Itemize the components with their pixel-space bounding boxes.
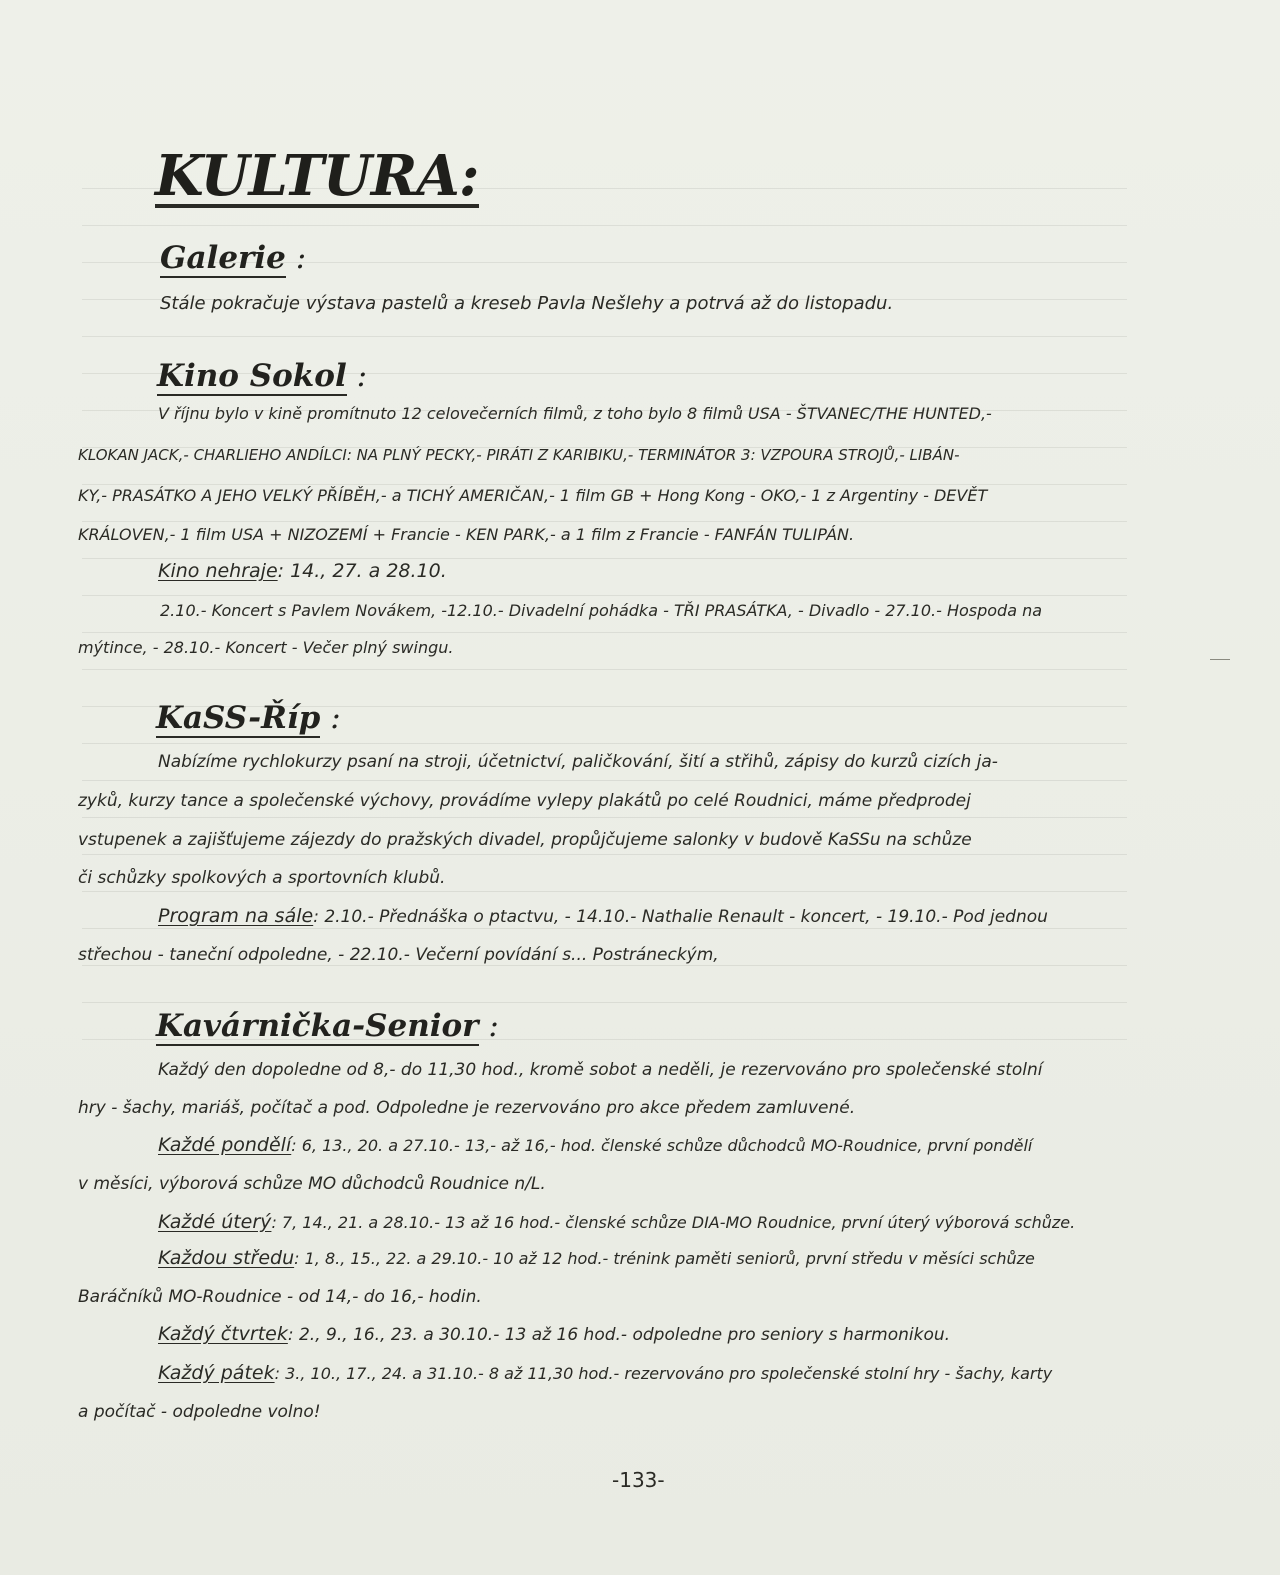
schedule-tuesday-label: Každé úterý [158,1211,272,1233]
kass-program [158,905,1048,927]
heading-kino: Kino Sokol : [157,358,368,394]
kass-program-line-2: střechou - taneční odpoledne, - 22.10.- Večerní povídání s... Postráneckým, [78,945,719,965]
kass-program-line-1: : 2.10.- Přednáška o ptactvu, - 14.10.- Nathalie Renault - koncert, - 19.10.- Pod jednou [313,907,1048,927]
heading-kino-text: Kino Sokol [157,358,347,394]
page-title: KULTURA: [155,143,479,209]
schedule-tuesday [158,1211,1075,1233]
schedule-friday-cont: a počítač - odpoledne volno! [78,1402,321,1422]
schedule-monday-cont: v měsíci, výborová schůze MO důchodců Roudnice n/L. [78,1174,546,1194]
schedule-wednesday [158,1247,1035,1269]
schedule-friday-label: Každý pátek [158,1362,275,1384]
galerie-text: Stále pokračuje výstava pastelů a kreseb Pavla Nešlehy a potrvá až do listopadu. [160,293,894,314]
kass-line-4: či schůzky spolkových a sportovních klubů. [78,868,446,888]
heading-galerie: Galerie : [160,240,307,276]
kavarnicka-line-2: hry - šachy, mariáš, počítač a pod. Odpoledne je rezervováno pro akce předem zamluvené. [78,1098,856,1118]
kino-line-2: KLOKAN JACK,- CHARLIEHO ANDÍLCI: NA PLNÝ PECKY,- PIRÁTI Z KARIBIKU,- TERMINÁTOR 3: VZPOURA STROJŮ,- LIBÁN- [78,446,960,464]
schedule-thursday-text: : 2., 9., 16., 23. a 30.10.- 13 až 16 hod.- odpoledne pro seniory s harmonikou. [287,1325,951,1345]
kino-line-3: KY,- PRASÁTKO A JEHO VELKÝ PŘÍBĚH,- a TICHÝ AMERIČAN,- 1 film GB + Hong Kong - OKO,- 1 z Argentiny - DEVĚT [78,486,988,505]
schedule-tuesday-text: : 7, 14., 21. a 28.10.- 13 až 16 hod.- členské schůze DIA-MO Roudnice, první úterý výborová schůze. [271,1213,1076,1232]
heading-kass-text: KaSS-Říp [156,700,321,736]
schedule-monday-label: Každé pondělí [158,1134,292,1156]
kino-nehraje-value: : 14., 27. a 28.10. [277,560,447,582]
kino-line-4: KRÁLOVEN,- 1 film USA + NIZOZEMÍ + Francie - KEN PARK,- a 1 film z Francie - FANFÁN TULIPÁN. [78,525,855,544]
schedule-monday [158,1134,1032,1156]
schedule-wednesday-cont: Baráčníků MO-Roudnice - od 14,- do 16,- hodin. [78,1287,482,1307]
kino-events-2: mýtince, - 28.10.- Koncert - Večer plný swingu. [78,638,454,657]
kass-line-3: vstupenek a zajišťujeme zájezdy do pražských divadel, propůjčujeme salonky v budově KaSSu na schůze [78,830,972,850]
heading-galerie-text: Galerie [160,240,286,276]
kass-line-2: zyků, kurzy tance a společenské výchovy, provádíme vylepy plakátů po celé Roudnici, máme předprodej [78,791,971,811]
heading-kavarnicka-text: Kavárnička-Senior [156,1008,479,1044]
kino-events-1: 2.10.- Koncert s Pavlem Novákem, -12.10.- Divadelní pohádka - TŘI PRASÁTKA, - Divadlo - 27.10.- Hospoda na [160,601,1043,620]
heading-kass: KaSS-Říp : [156,700,341,736]
kino-nehraje [158,560,447,582]
bleed-through-lines [82,188,1127,1148]
page-number: -133- [612,1468,665,1492]
heading-kavarnicka: Kavárnička-Senior : [156,1008,499,1044]
schedule-monday-text: : 6, 13., 20. a 27.10.- 13,- až 16,- hod. členské schůze důchodců MO-Roudnice, první pondělí [291,1136,1033,1155]
schedule-friday-text: : 3., 10., 17., 24. a 31.10.- 8 až 11,30 hod.- rezervováno pro společenské stolní hry - šachy, karty [274,1364,1053,1383]
schedule-wednesday-label: Každou středu [158,1247,295,1269]
kavarnicka-line-1: Každý den dopoledne od 8,- do 11,30 hod., kromě sobot a neděli, je rezervováno pro společenské stolní [158,1060,1043,1080]
kino-line-1: V říjnu bylo v kině promítnuto 12 celovečerních filmů, z toho bylo 8 filmů USA - ŠTVANEC/THE HUNTED,- [158,404,992,423]
schedule-wednesday-text: : 1, 8., 15., 22. a 29.10.- 10 až 12 hod.- trénink paměti seniorů, první středu v měsíci schůze [294,1249,1035,1268]
schedule-thursday-label: Každý čtvrtek [158,1323,288,1345]
kass-line-1: Nabízíme rychlokurzy psaní na stroji, účetnictví, paličkování, šití a střihů, zápisy do kurzů cizích ja- [158,752,998,772]
kino-nehraje-label: Kino nehraje [158,560,278,582]
margin-mark [1210,659,1230,660]
schedule-friday [158,1362,1052,1384]
kass-program-label: Program na sále [158,905,314,927]
schedule-thursday [158,1323,950,1345]
